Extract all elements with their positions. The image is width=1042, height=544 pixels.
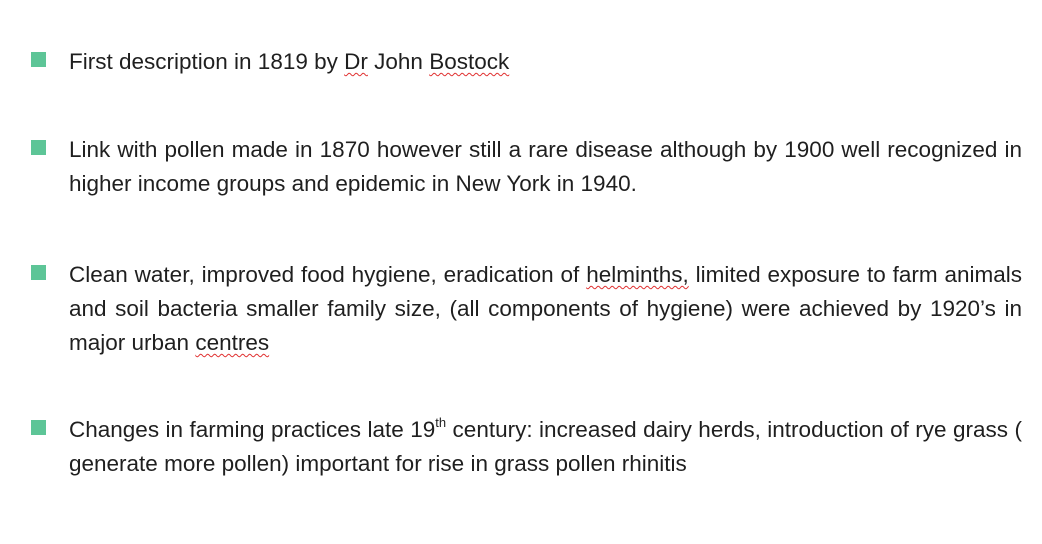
square-bullet-icon: [31, 52, 46, 67]
square-bullet-icon: [31, 420, 46, 435]
superscript: th: [435, 415, 447, 430]
text-run: century: increased dairy herds, introduction of rye grass ( generate more pollen) important for rise in grass pollen rhinitis: [69, 417, 1022, 476]
bullet-text: [69, 45, 1022, 79]
text-run: John: [367, 49, 430, 74]
text-run: First description in 1819 by: [69, 49, 345, 74]
bullet-text: Link with pollen made in 1870 however still a rare disease although by 1900 well recognized in higher income groups and epidemic in New York in 1940.: [69, 137, 1022, 196]
bullet-text: [69, 413, 1022, 481]
spellcheck-flagged-word: Dr: [344, 49, 368, 74]
spellcheck-flagged-word: helminths,: [586, 262, 689, 287]
spellcheck-flagged-word: Bostock: [429, 49, 510, 74]
bullet-text: [69, 258, 1022, 360]
square-bullet-icon: [31, 265, 46, 280]
text-run: Changes in farming practices late 19: [69, 417, 436, 442]
text-run: limited exposure to farm animals and soil bacteria smaller family size, (all components of hygiene) were achieved by 1920’s in major urban: [69, 262, 1022, 355]
square-bullet-icon: [31, 140, 46, 155]
spellcheck-flagged-word: centres: [195, 330, 270, 355]
text-run: Clean water, improved food hygiene, eradication of: [69, 262, 587, 287]
